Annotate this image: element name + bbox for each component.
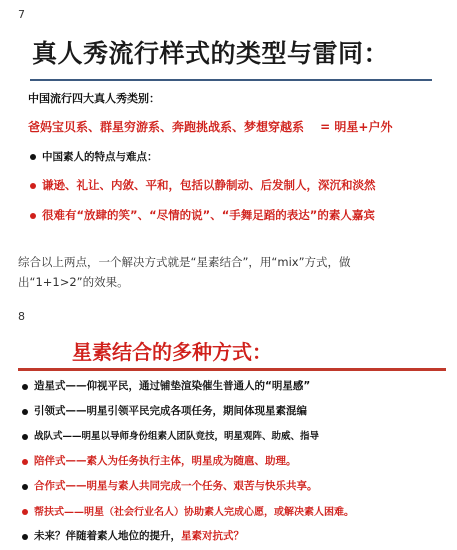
method-item-highlight: 星素对抗式？ [181,530,244,542]
bullet-dot [22,534,28,540]
method-item-text: 未来？伴随着素人地位的提升， [34,530,181,542]
page-number: 8 [18,310,25,323]
bullet-dot [22,384,28,390]
bullet-dot [22,484,28,490]
slide-title: 星素结合的多种方式： [72,340,272,364]
bullet-dot [30,154,36,160]
categories-line: 爸妈宝贝系、群星穷游系、奔跑挑战系、梦想穿越系 = 明星+户外 [28,120,393,134]
bullet-item: 很难有“放肆的笑”、“尽情的说”、“手舞足蹈的表达”的素人嘉宾 [42,208,375,222]
summary-paragraph-line1: 综合以上两点，一个解决方式就是“星素结合”，用“mix”方式，做 [18,255,351,269]
title-underline [18,368,446,371]
bullet-dot [30,183,36,189]
categories-heading: 中国流行四大真人秀类别： [28,92,160,105]
bullet-dot [30,213,36,219]
method-item: 帮扶式——明星（社会行业名人）协助素人完成心愿，或解决素人困难。 [34,507,354,518]
page-number: 7 [18,8,25,21]
method-item: 战队式——明星以导师身份组素人团队竞技，明星观阵、助威、指导 [34,431,320,442]
slide-title: 真人秀流行样式的类型与雷同： [32,39,390,68]
method-item: 合作式——明星与素人共同完成一个任务、艰苦与快乐共享。 [34,480,318,492]
bullet-dot [22,434,28,440]
method-item: 引领式——明星引领平民完成各项任务，期间体现星素混编 [34,405,307,417]
bullet-item: 谦逊、礼让、内敛、平和，包括以静制动、后发制人，深沉和淡然 [42,178,376,192]
method-item: 陪伴式——素人为任务执行主体，明星成为随扈、助理。 [34,455,297,467]
bullet-item: 中国素人的特点与难点： [42,151,158,163]
bullet-dot [22,409,28,415]
title-underline [30,79,432,81]
bullet-dot [22,509,28,515]
method-item [34,528,244,543]
method-item: 造星式——仰视平民，通过铺垫渲染催生普通人的“明星感” [34,380,311,392]
summary-paragraph-line2: 出“1+1>2”的效果。 [18,275,129,289]
bullet-dot [22,459,28,465]
